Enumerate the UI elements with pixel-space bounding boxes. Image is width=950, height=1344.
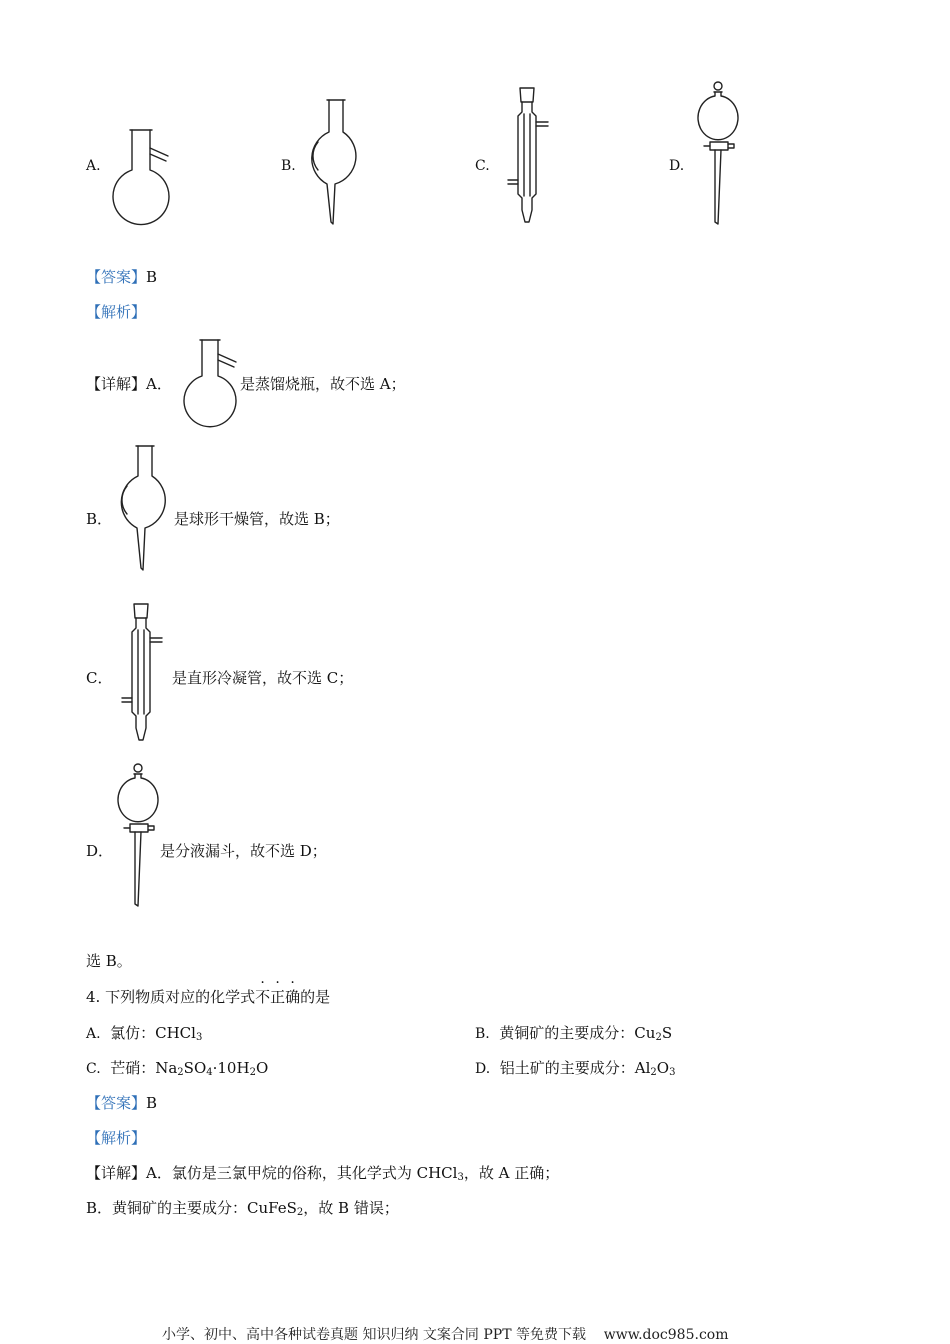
drying-tube-icon — [302, 98, 368, 230]
q4-option-a: A. 氯仿：CHCl$_3$ — [86, 1024, 203, 1043]
detail-tag: 【详解】 — [86, 375, 147, 393]
footer — [162, 1324, 728, 1344]
detail-b-prefix: B． — [86, 510, 113, 528]
option-a-label: A. — [86, 158, 101, 174]
q4-option-b: B. 黄铜矿的主要成分：$Cu_2S$ — [475, 1024, 673, 1043]
analysis-tag: 【解析】 — [86, 303, 147, 321]
answer-tag: 【答案】 — [86, 1094, 147, 1112]
emphasis-char: 不 — [255, 988, 271, 1006]
detail-d-prefix: D． — [86, 842, 114, 860]
answer-value: B — [146, 268, 158, 286]
detail-c-prefix: C． — [86, 669, 113, 687]
detail-b-text: 是球形干燥管，故选 B； — [174, 510, 340, 528]
drying-tube-icon — [112, 444, 176, 574]
separatory-funnel-icon — [114, 760, 166, 910]
detail-a-text: 是蒸馏烧瓶，故不选 A； — [240, 375, 406, 393]
option-d-label: D. — [669, 158, 685, 174]
q4-option-d: D. 铝土矿的主要成分：$Al_2O_3$ — [475, 1059, 676, 1078]
answer-tag: 【答案】 — [86, 268, 147, 286]
detail-d-text: 是分液漏斗，故不选 D； — [160, 842, 327, 860]
footer-url[interactable]: www.doc985.com — [603, 1327, 729, 1343]
emphasis-char: 正 — [270, 988, 286, 1006]
q4-option-c: C. 芒硝：$Na_2SO_4\cdot 10H_2O$ — [86, 1059, 269, 1078]
q4-detail-a: 【详解】A．氯仿是三氯甲烷的俗称，其化学式为 CHCl$_3$，故 A 正确； — [86, 1164, 560, 1183]
distillation-flask-icon — [108, 126, 178, 228]
detail-a-prefix: A． — [146, 375, 172, 393]
footer-text: 小学、初中、高中各种试卷真题 知识归纳 文案合同 PPT 等免费下载 — [162, 1327, 586, 1343]
separatory-funnel-icon — [694, 78, 746, 228]
option-b-label: B. — [281, 158, 296, 174]
q4-stem: 4. 下列物质对应的化学式不正确的是 — [86, 988, 331, 1006]
q4-answer — [86, 1092, 157, 1113]
distillation-flask-icon — [180, 336, 240, 428]
analysis-tag: 【解析】 — [86, 1129, 147, 1147]
condenser-icon — [500, 84, 556, 226]
q3-answer — [86, 266, 157, 287]
answer-value: B — [146, 1094, 158, 1112]
q3-detail-a — [86, 373, 172, 394]
detail-c-text: 是直形冷凝管，故不选 C； — [172, 669, 354, 687]
condenser-icon — [114, 600, 170, 744]
detail-tag: 【详解】 — [86, 1164, 147, 1182]
option-c-label: C. — [475, 158, 490, 174]
q4-detail-b: B．黄铜矿的主要成分：CuFeS$_2$，故 B 错误； — [86, 1199, 399, 1218]
emphasis-char: 确 — [285, 988, 301, 1006]
q3-conclusion: 选 B。 — [86, 952, 132, 970]
